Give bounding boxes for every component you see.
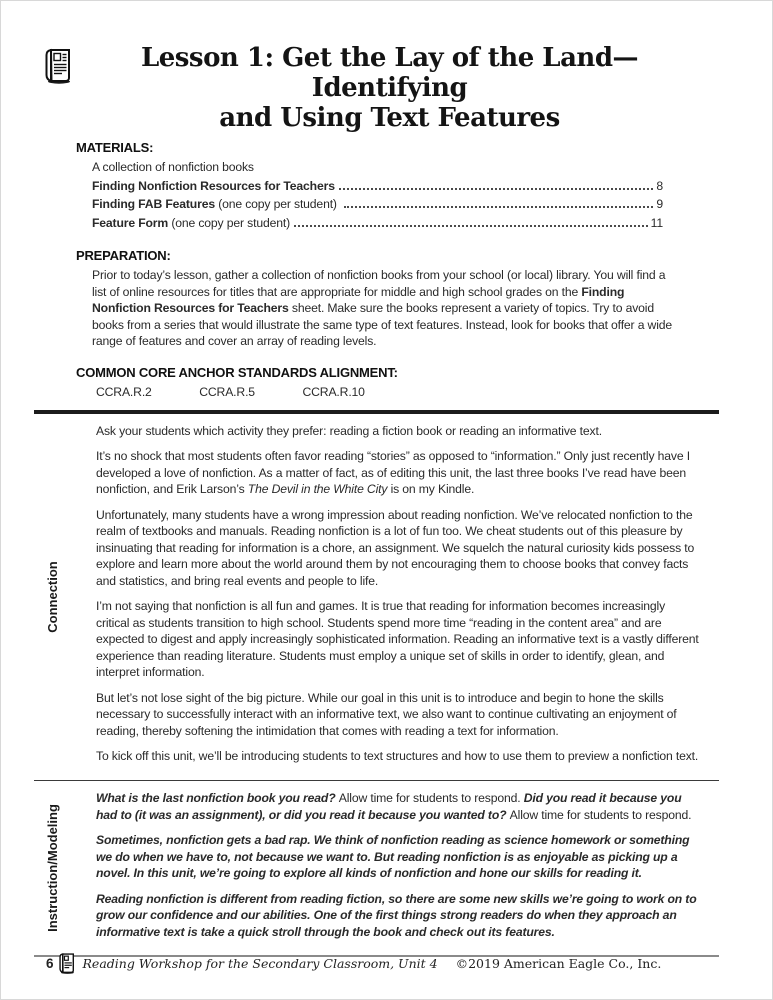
page-title <box>77 43 702 133</box>
newspaper-icon <box>43 47 77 85</box>
instruction-modeling-section <box>1 781 772 955</box>
material-page-number: 11 <box>650 215 663 230</box>
connection-section <box>1 414 772 780</box>
page-title-line1: Lesson 1: Get the Lay of the Land—Identifying <box>140 43 639 103</box>
standard-item: CCRA.R.2 <box>96 384 152 399</box>
list-item <box>92 158 663 177</box>
list-item <box>92 214 663 233</box>
preparation-heading: PREPARATION: <box>76 248 171 263</box>
connection-paragraph: It’s no shock that most students often favor reading “stories” as opposed to “information.” Only just recently have I developed a love of nonfiction. As a matter of fact, as of editing this unit, the last three books I’ve read have been nonfiction, and Erik Larson’s The Devil in the White City is on my Kindle. <box>96 449 690 496</box>
page-footer <box>46 952 661 975</box>
copyright-text: ©2019 American Eagle Co., Inc. <box>455 956 662 971</box>
instruction-paragraph: Reading nonfiction is different from reading fiction, so there are some new skills we’re going to work on to grow our confidence and our abilities. One of the first things strong readers do when they approach an informative text is take a quick stroll through the book and check out its features. <box>96 891 697 939</box>
connection-paragraph: Ask your students which activity they prefer: reading a fiction book or reading an informative text. <box>96 423 602 438</box>
material-note: (one copy per student) <box>168 215 290 230</box>
materials-heading: MATERIALS: <box>76 140 154 155</box>
preparation-paragraph: Prior to today’s lesson, gather a collection of nonfiction books from your school (or local) library. You will find a list of online resources for titles that are appropriate for middle and high school grades on the Finding Nonfiction Resources for Teachers sheet. Make sure the books represent a variety of topics. Try to avoid books from a series that would illustrate the same type of text features. Instead, look for books that offer a wide range of features and cover an array of reading levels. <box>92 268 673 348</box>
dot-leader <box>339 188 654 190</box>
standards-list <box>96 384 772 401</box>
lesson-header <box>43 43 702 133</box>
materials-list <box>92 158 676 232</box>
standards-section <box>76 364 772 401</box>
dot-leader <box>294 225 648 227</box>
preparation-section <box>76 247 772 350</box>
dot-leader <box>344 206 653 208</box>
newspaper-icon <box>58 952 78 975</box>
instruction-modeling-label: Instruction/Modeling <box>45 804 60 933</box>
standard-item: CCRA.R.5 <box>199 384 255 399</box>
page-title-line2: and Using Text Features <box>219 103 560 133</box>
connection-label: Connection <box>45 560 60 633</box>
connection-paragraph: I’m not saying that nonfiction is all fun and games. It is true that reading for information becomes increasingly critical as students transition to high school. Students spend more time “reading in the content area” and are expected to digest and apply increasingly sophisticated information. Reading an informative text is a vastly different experience than reading literature. Students must employ a unique set of skills in order to identify, glean, and interpret information. <box>96 599 699 679</box>
material-text: A collection of nonfiction books <box>92 160 254 174</box>
standard-item: CCRA.R.10 <box>302 384 365 399</box>
material-title: Feature Form <box>92 215 169 230</box>
material-page-number: 8 <box>656 178 663 193</box>
instruction-paragraph: What is the last nonfiction book you read? Allow time for students to respond. Did you read it because you had to (it was an assignment), or did you read it because you wanted to? Allow time for students to respond. <box>96 791 692 822</box>
page-number: 6 <box>46 956 54 971</box>
list-item <box>92 177 663 196</box>
connection-paragraph: Unfortunately, many students have a wrong impression about reading nonfiction. We’ve relocated nonfiction to the realm of textbooks and manuals. Reading nonfiction is a lot of fun too. We cheat students out of this pleasure by insinuating that reading for information is a chore, an assignment. We squelch the natural curiosity kids possess to explore and learn more about the world around them by not encouraging them to choose books that convey facts and statistics, and bring real events and people to life. <box>96 507 695 588</box>
material-title: Finding Nonfiction Resources for Teachers <box>92 178 335 193</box>
material-page-number: 9 <box>656 197 663 211</box>
material-note: (one copy per student) <box>214 197 341 211</box>
list-item <box>92 195 663 214</box>
material-title: Finding FAB Features <box>92 197 215 211</box>
connection-paragraph: To kick off this unit, we’ll be introducing students to text structures and how to use them to preview a nonfiction text. <box>96 749 699 763</box>
instruction-paragraph: Sometimes, nonfiction gets a bad rap. We think of nonfiction reading as science homework or something we do when we have to, not because we want to. But reading nonfiction is as enjoyable as picking up a novel. In this unit, we’re going to explore all kinds of nonfiction and hone our skills for reading it. <box>96 833 690 881</box>
book-title: Reading Workshop for the Secondary Classroom, Unit 4 <box>82 956 438 971</box>
standards-heading: COMMON CORE ANCHOR STANDARDS ALIGNMENT: <box>76 364 398 380</box>
connection-paragraph: But let’s not lose sight of the big picture. While our goal in this unit is to introduce and begin to hone the skills necessary to successfully interact with an informative text, we also want to continue cultivating an enjoyment of reading, thereby softening the intimidation that comes with reading a text for information. <box>96 690 677 738</box>
materials-section <box>76 139 676 232</box>
